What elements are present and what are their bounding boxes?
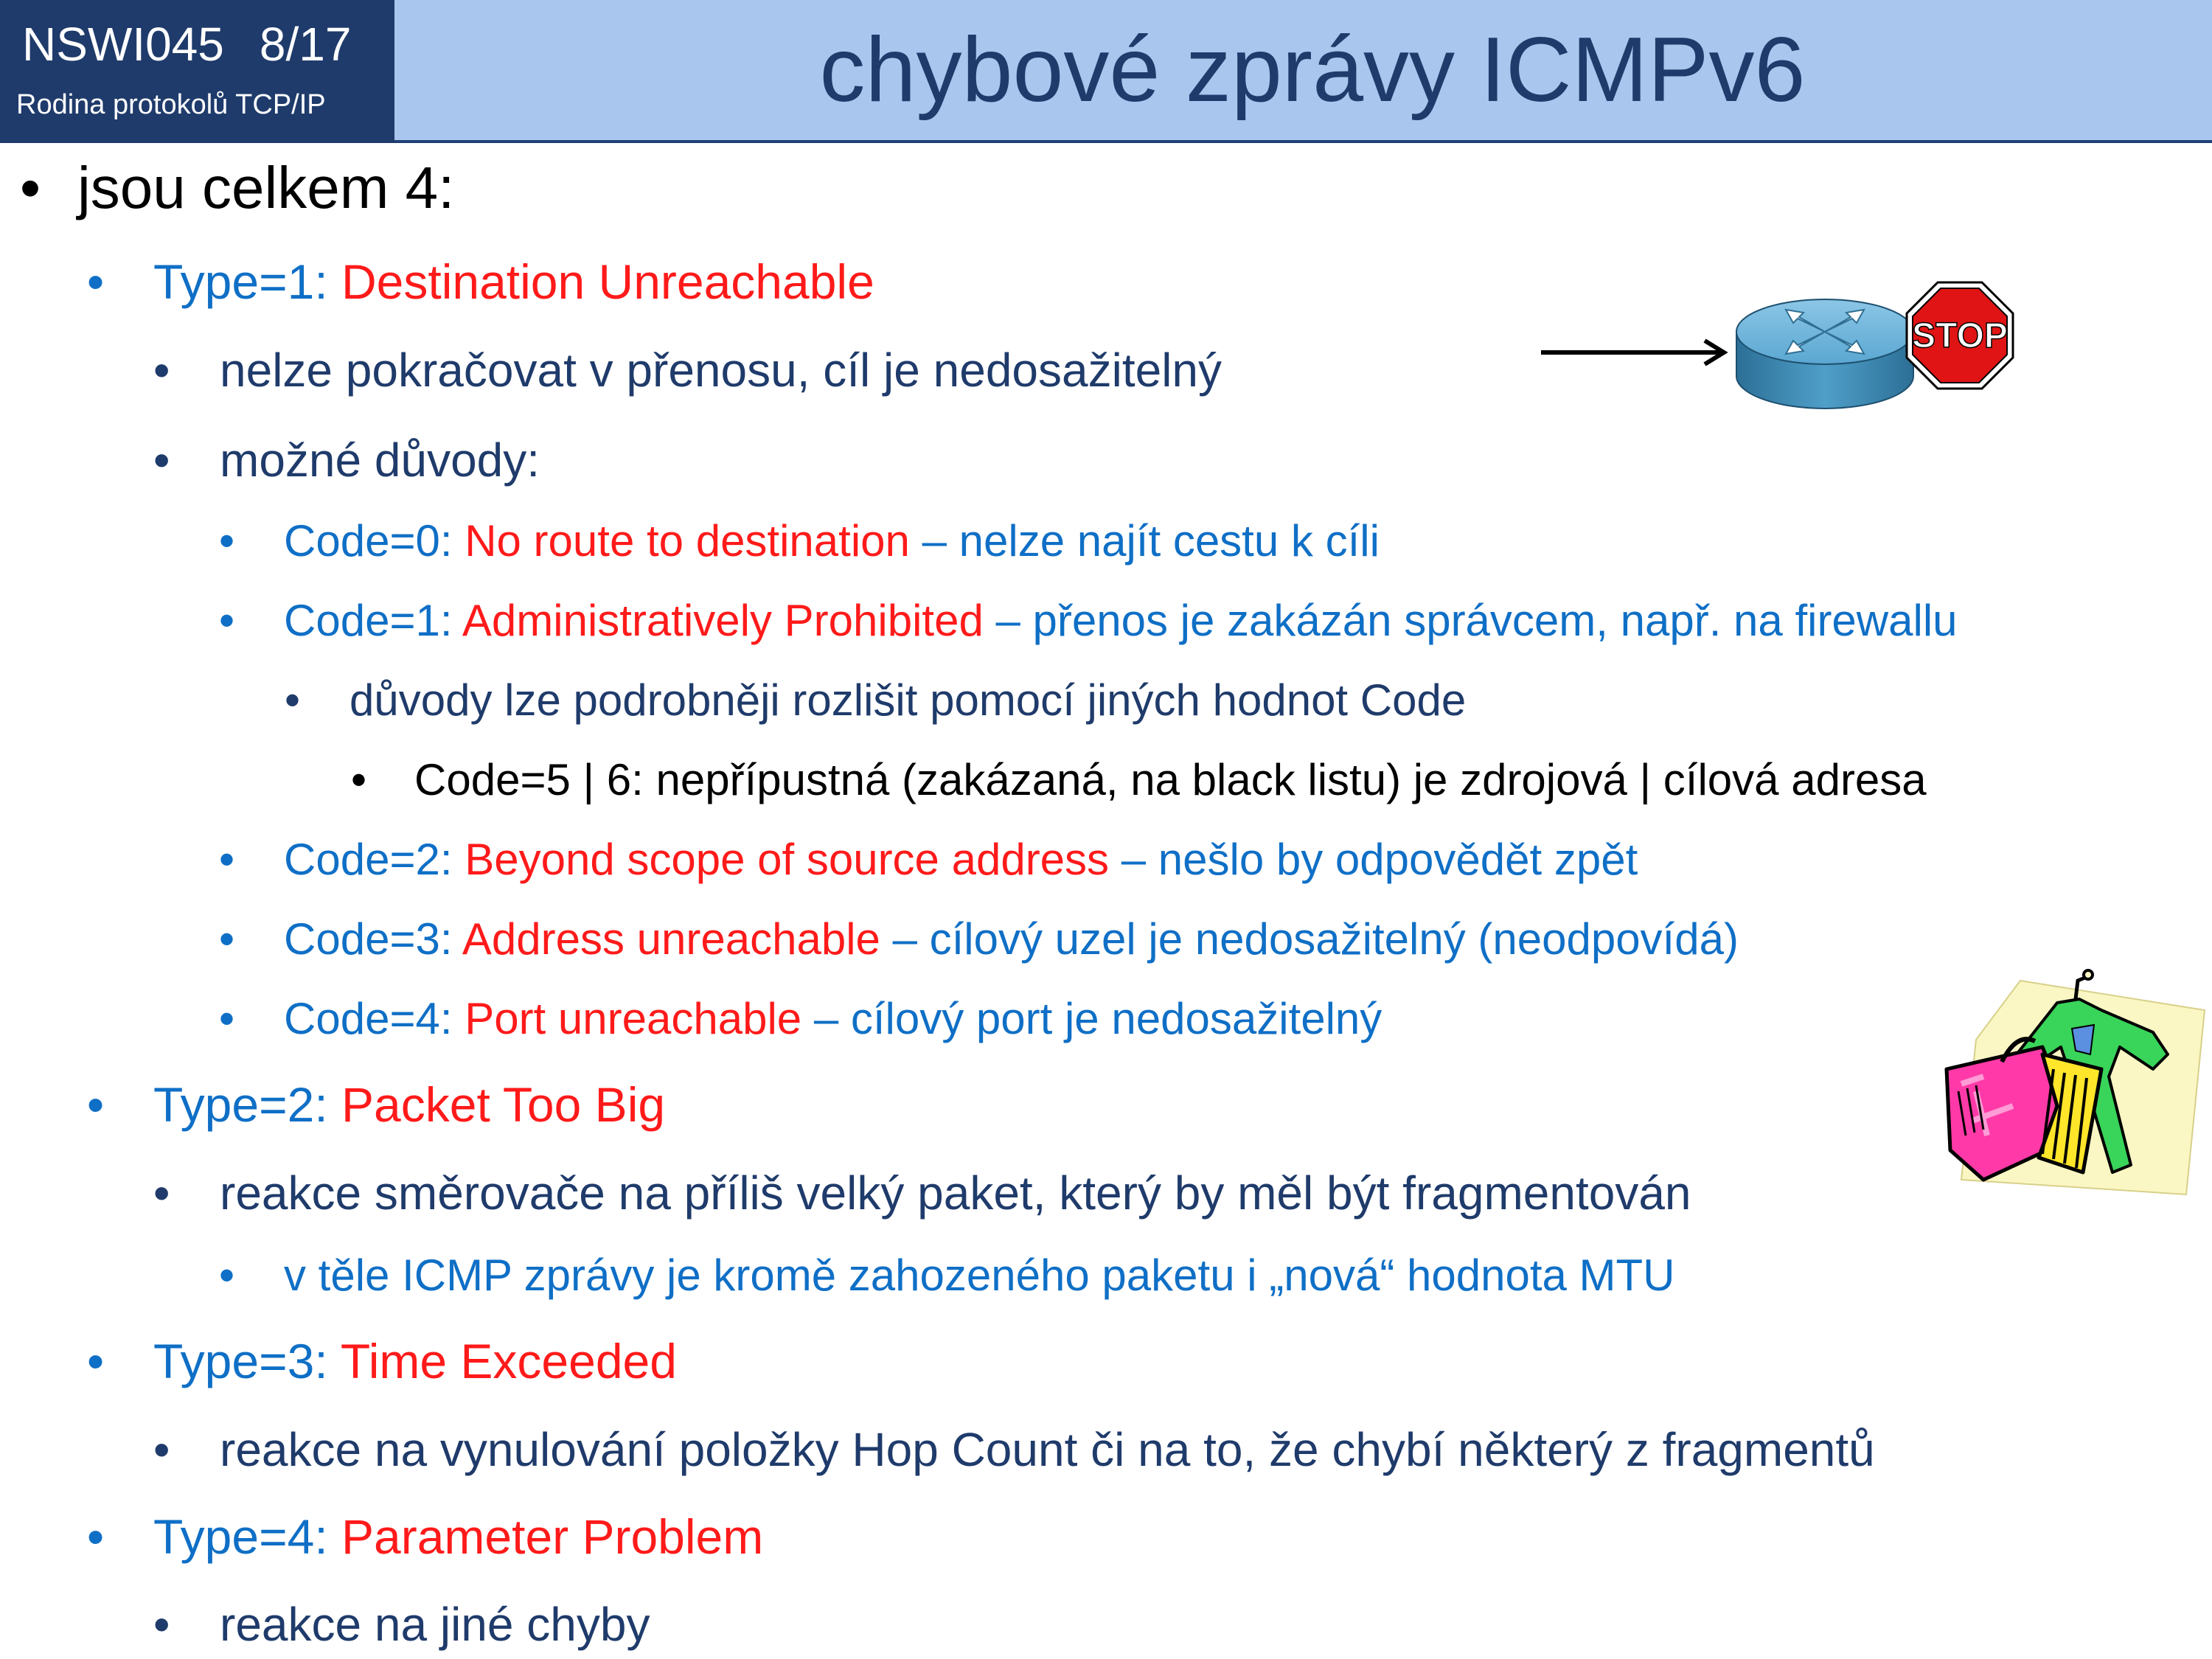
- type1-label: Type=1:: [153, 254, 342, 309]
- course-info-box: [0, 0, 394, 143]
- code3-name: Address unreachable: [462, 914, 880, 964]
- router-with-stop-sign-icon: [1534, 280, 2020, 428]
- type2-detail: v těle ICMP zprávy je kromě zahozeného paketu i „nová“ hodnota MTU: [284, 1251, 1675, 1300]
- type1-reasons-label: možné důvody:: [220, 434, 540, 487]
- code0-name: No route to destination: [465, 516, 910, 566]
- bullet-type3-desc: [153, 1421, 1875, 1478]
- traveler-with-suitcase-icon: [1932, 959, 2212, 1209]
- bullet-code4: [219, 992, 1382, 1046]
- bullet-dot: •: [153, 434, 170, 487]
- bullet-dot: •: [87, 1509, 105, 1564]
- bullet-code3: [219, 912, 1739, 967]
- bullet-dot: •: [153, 1166, 170, 1220]
- stop-text: STOP: [1912, 316, 2008, 355]
- type4-name: Parameter Problem: [341, 1509, 764, 1564]
- bullet-code1-subdetail: [351, 753, 1927, 807]
- code1-label: Code=1:: [284, 596, 462, 645]
- type2-desc: reakce směrovače na příliš velký paket, který by měl být fragmentován: [220, 1166, 1691, 1220]
- type3-name: Time Exceeded: [340, 1334, 677, 1388]
- intro-text: jsou celkem 4:: [77, 155, 455, 220]
- code2-label: Code=2:: [284, 835, 465, 884]
- type2-label: Type=2:: [153, 1077, 342, 1132]
- traveler-illustration: [1932, 959, 2212, 1213]
- code1-subdetail: Code=5 | 6: nepřípustná (zakázaná, na black listu) je zdrojová | cílová adresa: [414, 755, 1927, 804]
- bullet-type2-desc: [153, 1164, 1691, 1222]
- code3-label: Code=3:: [284, 914, 462, 964]
- type4-label: Type=4:: [153, 1509, 342, 1564]
- course-code: NSWI045: [22, 18, 224, 71]
- bullet-dot: •: [87, 254, 105, 309]
- type3-label: Type=3:: [153, 1334, 341, 1388]
- bullet-dot: •: [351, 755, 367, 804]
- code4-desc: – cílový port je nedosažitelný: [801, 994, 1382, 1043]
- code3-desc: – cílový uzel je nedosažitelný (neodpovídá): [880, 914, 1739, 964]
- code1-name: Administratively Prohibited: [462, 596, 984, 645]
- bullet-dot: •: [219, 1251, 235, 1300]
- code2-name: Beyond scope of source address: [465, 835, 1110, 884]
- type3-desc: reakce na vynulování položky Hop Count či na to, že chybí některý z fragmentů: [220, 1423, 1875, 1476]
- type4-desc: reakce na jiné chyby: [220, 1598, 650, 1651]
- code0-desc: – nelze najít cestu k cíli: [909, 516, 1380, 566]
- router-stop-illustration: [1534, 280, 2020, 431]
- bullet-type2: [87, 1075, 666, 1134]
- bullet-type1: [87, 252, 874, 311]
- bullet-dot: •: [153, 1598, 170, 1651]
- type2-name: Packet Too Big: [341, 1077, 666, 1132]
- slide-title: chybové zprávy ICMPv6: [819, 19, 1806, 121]
- course-name: Rodina protokolů TCP/IP: [16, 89, 326, 120]
- bullet-dot: •: [20, 155, 41, 220]
- bullet-dot: •: [153, 344, 170, 397]
- bullet-type3: [87, 1332, 677, 1391]
- bullet-code1-detail: [285, 673, 1467, 728]
- code1-desc: – přenos je zakázán správcem, např. na firewallu: [983, 596, 1958, 645]
- bullet-intro: [20, 153, 455, 223]
- type1-desc: nelze pokračovat v přenosu, cíl je nedosažitelný: [220, 344, 1222, 397]
- bullet-dot: •: [219, 516, 235, 566]
- bullet-type4: [87, 1507, 764, 1566]
- code4-label: Code=4:: [284, 994, 465, 1043]
- code0-label: Code=0:: [284, 516, 465, 566]
- code1-detail: důvody lze podrobněji rozlišit pomocí jiných hodnot Code: [349, 675, 1467, 725]
- bullet-type2-detail: [219, 1248, 1675, 1303]
- bullet-dot: •: [219, 596, 235, 645]
- bullet-dot: •: [285, 675, 301, 725]
- course-code-line: [22, 16, 351, 72]
- bullet-code0: [219, 514, 1380, 568]
- bullet-type1-reasons: [153, 431, 540, 489]
- bullet-dot: •: [219, 835, 235, 884]
- code4-name: Port unreachable: [465, 994, 802, 1043]
- bullet-type1-desc: [153, 341, 1222, 399]
- bullet-dot: •: [87, 1077, 105, 1132]
- page-number: 8/17: [259, 18, 352, 71]
- bullet-dot: •: [87, 1334, 105, 1388]
- bullet-dot: •: [153, 1423, 170, 1476]
- bullet-dot: •: [219, 994, 235, 1043]
- bullet-code2: [219, 832, 1638, 887]
- slide-header: [0, 0, 2212, 143]
- bullet-dot: •: [219, 914, 235, 964]
- type1-name: Destination Unreachable: [341, 254, 874, 309]
- bullet-type4-desc: [153, 1596, 650, 1653]
- bullet-code1: [219, 594, 1958, 648]
- code2-desc: – nešlo by odpovědět zpět: [1109, 835, 1638, 884]
